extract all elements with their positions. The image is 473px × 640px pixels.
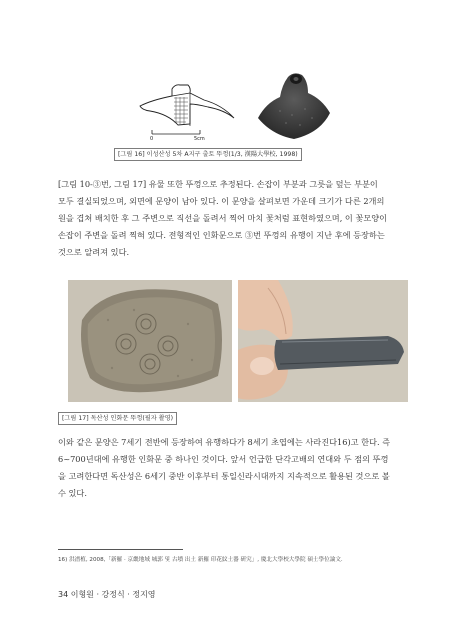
lid-line-drawing [130, 62, 250, 140]
scale-zero: 0 [150, 136, 154, 140]
text-line: 손잡이 주변을 돌려 찍혀 있다. 전형적인 인화문으로 ③번 뚜껑의 유행이 지난 후에 등장하는 [58, 230, 385, 240]
page-footer: 34 이형원 · 강정식 · 정지영 [58, 590, 156, 599]
text-line: 원을 겹쳐 배치한 후 그 주변으로 직선을 돌려서 찍어 마치 꽃처럼 표현하였으며, 이 꽃모양이 [58, 213, 388, 223]
paragraph-1 [58, 176, 418, 261]
text-line: 이와 같은 문양은 7세기 전반에 등장하여 유행하다가 8세기 초엽에는 사라진다16)고 한다. 즉 [58, 437, 391, 447]
text-line: 을 고려한다면 독산성은 6세기 중반 이후부터 통일신라시대까지 지속적으로 활용된 것으로 볼 [58, 471, 390, 481]
footnote-divider [58, 549, 183, 550]
scale-label: 5cm [194, 136, 205, 140]
text-line: 6~700년대에 유행한 인화문 중 하나인 것이다. 앞서 언급한 단각고배의 연대와 두 점의 뚜껑 [58, 454, 389, 464]
text-line: [그림 10-③번, 그림 17] 유물 또한 뚜껑으로 추정된다. 손잡이 부분과 그릇을 덮는 부분이 [58, 179, 378, 189]
figure-16-caption: [그림 16] 이성산성 5차 A지구 출토 뚜껑(1/3, 漢陽大學校, 1998) [114, 148, 302, 161]
text-line: 모두 결실되었으며, 외면에 문양이 남아 있다. 이 문양을 살펴보면 가운데 크기가 다른 2개의 [58, 196, 385, 206]
footnote: 16) 洪潽植, 2008,「新羅 · 京畿地域 城郭 및 古墳 出土 新羅 印花紋土器 硏究」, 慶北大學校大學院 碩士學位論文. [58, 557, 343, 563]
lid-photo [250, 63, 335, 143]
text-line: 수 있다. [58, 488, 87, 498]
paragraph-2 [58, 434, 418, 502]
figure-17-caption: [그림 17] 독산성 인화문 뚜껑(필자 촬영) [58, 412, 177, 425]
sherd-photo-profile [238, 280, 408, 402]
text-line: 것으로 알려져 있다. [58, 247, 130, 257]
sherd-photo-front [68, 280, 232, 402]
